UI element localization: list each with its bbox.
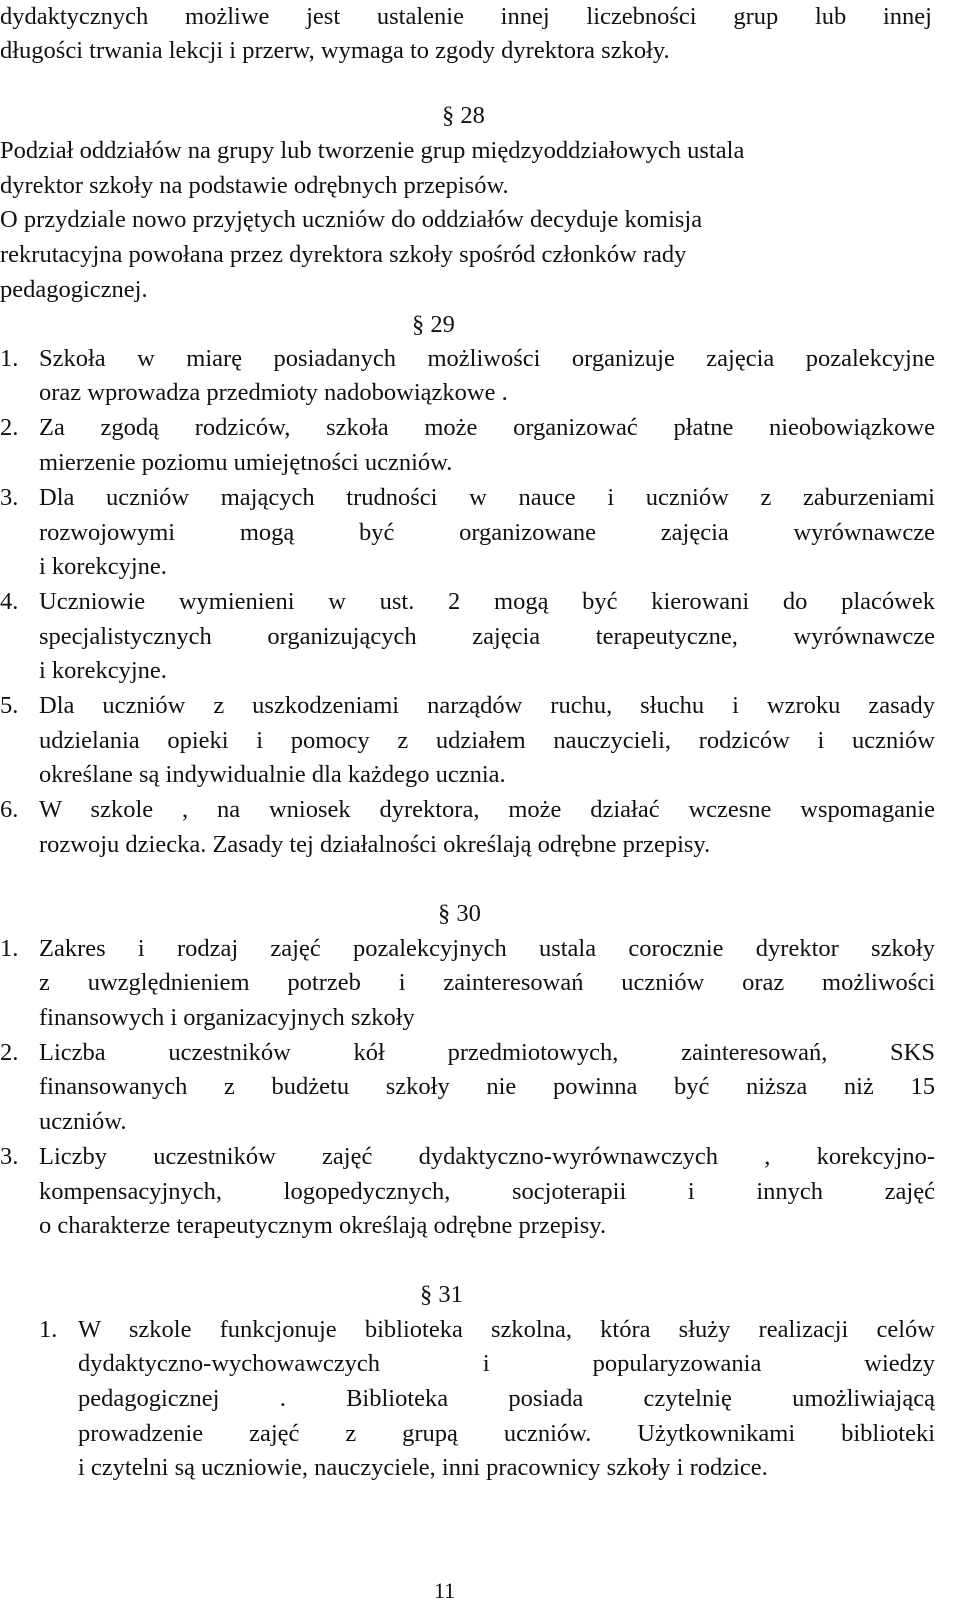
item-number: 1. [0,345,19,372]
text-line: specjalistycznych organizujących zajęcia terapeutyczne, wyrównawcze [39,623,935,650]
item-number: 6. [0,796,19,823]
text-line: i korekcyjne. [39,657,167,684]
text-line: Liczba uczestników kół przedmiotowych, zainteresowań, SKS [39,1039,935,1066]
text-line: Zakres i rodzaj zajęć pozalekcyjnych ustala corocznie dyrektor szkoły [39,935,935,962]
text-line: długości trwania lekcji i przerw, wymaga to zgody dyrektora szkoły. [0,37,670,64]
text-line: dydaktyczno-wychowawczych i popularyzowania wiedzy [78,1350,935,1377]
text-line: Podział oddziałów na grupy lub tworzenie grup międzyoddziałowych ustala [0,137,745,164]
text-line: mierzenie poziomu umiejętności uczniów. [39,449,453,476]
item-number: 3. [0,484,19,511]
section-heading-31: § 31 [420,1281,463,1308]
item-number: 2. [0,414,19,441]
text-line: rozwojowymi mogą być organizowane zajęcia wyrównawcze [39,519,935,546]
item-number: 2. [0,1039,19,1066]
text-line: dydaktycznych możliwe jest ustalenie innej liczebności grup lub innej [0,3,932,30]
text-line: O przydziale nowo przyjętych uczniów do oddziałów decyduje komisja [0,206,703,233]
text-line: pedagogicznej . Biblioteka posiada czytelnię umożliwiającą [78,1385,935,1412]
text-line: i korekcyjne. [39,553,167,580]
text-line: o charakterze terapeutycznym określają odrębne przepisy. [39,1212,607,1239]
text-line: prowadzenie zajęć z grupą uczniów. Użytkownikami biblioteki [78,1420,935,1447]
text-line: określane są indywidualnie dla każdego ucznia. [39,761,506,788]
text-line: finansowanych z budżetu szkoły nie powinna być niższa niż 15 [39,1073,935,1100]
page-number: 11 [434,1578,456,1603]
item-number: 3. [0,1143,19,1170]
text-line: rozwoju dziecka. Zasady tej działalności określają odrębne przepisy. [39,831,711,858]
text-line: udzielania opieki i pomocy z udziałem nauczycieli, rodziców i uczniów [39,727,935,754]
section-heading-29: § 29 [412,311,455,338]
text-line: Dla uczniów z uszkodzeniami narządów ruchu, słuchu i wzroku zasady [39,692,935,719]
text-line: Liczby uczestników zajęć dydaktyczno-wyrównawczych , korekcyjno- [39,1143,935,1170]
text-line: i czytelni są uczniowie, nauczyciele, inni pracownicy szkoły i rodzice. [78,1454,768,1481]
text-line: Za zgodą rodziców, szkoła może organizować płatne nieobowiązkowe [39,414,935,441]
item-number: 1. [0,935,19,962]
item-number: 4. [0,588,19,615]
section-heading-28: § 28 [442,102,485,129]
section-heading-30: § 30 [438,900,481,927]
text-line: Szkoła w miarę posiadanych możliwości organizuje zajęcia pozalekcyjne [39,345,935,372]
item-number: 5. [0,692,19,719]
text-line: finansowych i organizacyjnych szkoły [39,1004,415,1031]
text-line: dyrektor szkoły na podstawie odrębnych przepisów. [0,172,509,199]
text-line: pedagogicznej. [0,276,148,303]
text-line: rekrutacyjna powołana przez dyrektora szkoły spośród członków rady [0,241,687,268]
item-number: 1. [39,1316,58,1343]
text-line: W szkole , na wniosek dyrektora, może działać wczesne wspomaganie [39,796,935,823]
text-line: oraz wprowadza przedmioty nadobowiązkowe . [39,379,508,406]
text-line: uczniów. [39,1108,127,1135]
text-line: kompensacyjnych, logopedycznych, socjoterapii i innych zajęć [39,1178,935,1205]
text-line: Uczniowie wymienieni w ust. 2 mogą być kierowani do placówek [39,588,935,615]
text-line: Dla uczniów mających trudności w nauce i uczniów z zaburzeniami [39,484,935,511]
text-line: z uwzględnieniem potrzeb i zainteresowań uczniów oraz możliwości [39,969,935,996]
text-line: W szkole funkcjonuje biblioteka szkolna, która służy realizacji celów [78,1316,935,1343]
